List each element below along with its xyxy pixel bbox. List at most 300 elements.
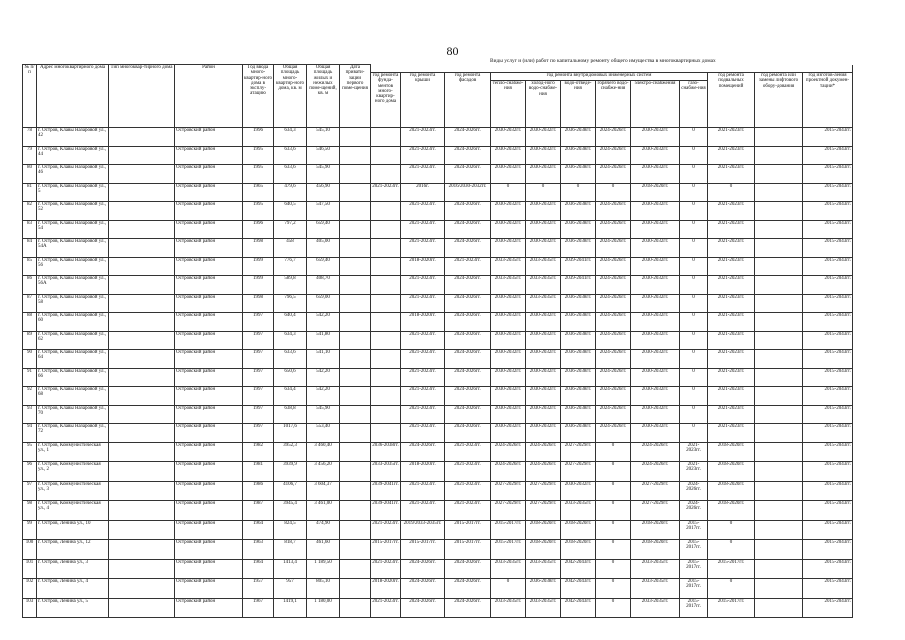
row-total-area: 1017,6 [274,424,307,443]
row-cold-water: 2033-2035гг. [526,276,561,295]
row-year: 1995 [243,165,274,184]
row-electricity: 2030-2032гг. [631,220,680,239]
row-electricity: 2030-2032гг. [631,239,680,258]
row-heating: 2024-2026гг. [491,442,526,462]
row-number: 96 [23,462,37,482]
row-hot-water: 0 [596,462,631,482]
row-address: г. Остров, Ленина ул., 12 [37,540,109,560]
row-cold-water: 2030-2032гг. [526,424,561,443]
row-total-area: 796,5 [274,294,307,313]
row-basement [371,202,401,221]
row-hot-water: 0 [596,481,631,501]
row-year: 1999 [243,276,274,295]
row-cellar: 2021-2023гг. [708,165,755,184]
row-gas: 2015-2017гг. [680,520,708,540]
row-gas: 2024-2026гг. [680,501,708,521]
row-gas: 2024-2026гг. [680,481,708,501]
row-address: г. Остров, Клавы Назаровой ул., 5 [37,183,109,202]
row-address: г. Остров, Клавы Назаровой ул., 56 [37,257,109,276]
row-electricity: 2030-2032гг. [631,202,680,221]
row-electricity: 2033-2035гг. [631,598,680,618]
table-row [23,294,853,313]
row-cellar: 2021-2023гг. [708,257,755,276]
row-gas: 0 [680,146,708,165]
row-facade: 2024-2026гг. [445,387,491,406]
header-total-area: Общая площадь много-квартир-ного дома, кв. м [274,65,307,128]
row-number: 94 [23,424,37,443]
row-residential-area: 545,90 [307,165,340,184]
row-gas: 2015-2017гг. [680,579,708,599]
row-cold-water: 2030-2032гг. [526,202,561,221]
row-heating: 2024-2026гг. [491,462,526,482]
row-elevator [755,294,803,313]
row-sewerage: 2018-2020гг. [561,540,596,560]
row-design-docs: 2015-2043гг. [803,220,853,239]
row-address: г. Остров, Клавы Назаровой ул., 62 [37,331,109,350]
table-row [23,331,853,350]
row-cellar: 2021-2023гг. [708,331,755,350]
row-cellar: 2021-2023гг. [708,313,755,332]
row-total-area: 640,4 [274,313,307,332]
row-hot-water: 2024-2026гг. [596,387,631,406]
row-number: 90 [23,350,37,369]
row-total-area: 3939,9 [274,462,307,482]
row-roof: 2018-2020гг. [401,257,445,276]
row-total-area: 634,3 [274,128,307,147]
table-row [23,146,853,165]
row-elevator [755,276,803,295]
row-address: г. Остров, Ленина ул., 10 [37,520,109,540]
row-elevator [755,368,803,387]
row-year: 1998 [243,294,274,313]
row-district: Островский район [175,405,243,424]
row-cold-water: 2030-2032гг. [526,165,561,184]
row-facade: 2024-2026гг. [445,331,491,350]
row-number: 93 [23,405,37,424]
row-sewerage: 0 [561,183,596,202]
row-facade: 2024-2026гг. [445,579,491,599]
row-gas: 0 [680,350,708,369]
row-facade: 2021-2023гг. [445,442,491,462]
table-row [23,540,853,560]
row-privatization-date [340,165,371,184]
table-row [23,462,853,482]
row-residential-area: 1 180,00 [307,598,340,618]
row-cellar: 2015-2017гг. [708,598,755,618]
row-number: 92 [23,387,37,406]
row-design-docs: 2015-2043гг. [803,165,853,184]
row-cold-water: 2030-2032гг. [526,405,561,424]
row-district: Островский район [175,598,243,618]
row-privatization-date [340,559,371,579]
header-cellar: год ремонта подвальных помещений [708,73,755,128]
row-district: Островский район [175,331,243,350]
row-basement: 2039-2041гг. [371,481,401,501]
row-address: г. Остров, Клавы Назаровой ул., 44 [37,146,109,165]
row-sewerage: 2036-2038гг. [561,294,596,313]
table-row [23,257,853,276]
row-district: Островский район [175,350,243,369]
row-number: 82 [23,202,37,221]
row-gas: 0 [680,368,708,387]
row-cold-water: 2033-2035гг. [526,257,561,276]
row-facade: 2015-2017гг. [445,520,491,540]
row-number: 101 [23,559,37,579]
row-privatization-date [340,481,371,501]
row-hot-water: 2024-2026гг. [596,220,631,239]
row-total-area: 589,8 [274,276,307,295]
row-privatization-date [340,350,371,369]
row-cold-water: 2027-2029гг. [526,501,561,521]
header-basement: год ремонта фунда-ментов много-квартир-ного дома [371,73,401,128]
row-address: г. Остров, Клавы Назаровой ул., 56А [37,276,109,295]
row-privatization-date [340,257,371,276]
row-address: г. Остров, Клавы Назаровой ул., 60 [37,313,109,332]
row-elevator [755,128,803,147]
row-design-docs: 2015-2043гг. [803,368,853,387]
row-roof: 2016г. [401,183,445,202]
row-cold-water: 2030-2032гг. [526,350,561,369]
row-district: Островский район [175,183,243,202]
row-number: 98 [23,501,37,521]
row-gas: 0 [680,257,708,276]
table-row [23,313,853,332]
page-number: 80 [446,44,459,58]
row-total-area: 1419,1 [274,598,307,618]
row-design-docs: 2015-2043гг. [803,540,853,560]
row-total-area: 4106,7 [274,481,307,501]
row-residential-area: 659,00 [307,294,340,313]
row-basement [371,165,401,184]
row-cold-water: 2030-2032гг. [526,313,561,332]
row-type [109,165,175,184]
row-cold-water: 2018-2020гг. [526,520,561,540]
row-total-area: 458 [274,239,307,258]
row-heating: 2027-2029гг. [491,481,526,501]
header-design-docs: год изготов-ления проектной докумен-тации* [803,73,853,128]
row-gas: 0 [680,183,708,202]
row-design-docs: 2015-2043гг. [803,424,853,443]
row-residential-area: 3 456,20 [307,462,340,482]
row-basement [371,405,401,424]
row-elevator [755,220,803,239]
row-privatization-date [340,202,371,221]
row-year: 1996 [243,128,274,147]
row-facade: 2024-2026гг. [445,165,491,184]
row-address: г. Остров, Клавы Назаровой ул., 54А [37,239,109,258]
row-heating: 2030-2032гг. [491,128,526,147]
row-roof: 2021-2023гг. [401,424,445,443]
row-roof: 2021-2023гг. [401,294,445,313]
row-residential-area: 3 461,00 [307,501,340,521]
header-year: Год ввода много-квартир-ного дома в эксплу-атацию [243,65,274,128]
row-residential-area: 541,10 [307,350,340,369]
row-type [109,387,175,406]
row-year: 1995 [243,202,274,221]
row-design-docs: 2015-2043гг. [803,239,853,258]
table-row [23,405,853,424]
header-district: Район [175,65,243,128]
row-roof: 2018-2020гг. [401,462,445,482]
row-roof: 2021-2023гг. [401,387,445,406]
row-heating: 2030-2032гг. [491,331,526,350]
row-cellar: 0 [708,520,755,540]
row-cold-water: 2030-2032гг. [526,368,561,387]
row-residential-area: 3 604,37 [307,481,340,501]
row-electricity: 2018-2020гг. [631,183,680,202]
row-district: Островский район [175,481,243,501]
row-design-docs: 2015-2043гг. [803,276,853,295]
row-year: 1995 [243,146,274,165]
row-basement [371,313,401,332]
row-basement [371,220,401,239]
row-gas: 0 [680,331,708,350]
row-address: г. Остров, Клавы Назаровой ул., 52 [37,202,109,221]
row-address: г. Остров, Клавы Назаровой ул., 46 [37,165,109,184]
row-cellar: 2021-2023гг. [708,202,755,221]
row-year: 1998 [243,239,274,258]
row-address: г. Остров, Клавы Назаровой ул., 42 [37,128,109,147]
row-heating: 2030-2032гг. [491,146,526,165]
row-facade: 2024-2026гг. [445,294,491,313]
row-privatization-date [340,183,371,202]
table-row [23,350,853,369]
row-type [109,481,175,501]
row-heating: 2015-2017гг. [491,540,526,560]
row-type [109,579,175,599]
row-sewerage: 2036-2038гг. [561,368,596,387]
row-cellar: 2021-2023гг. [708,405,755,424]
row-cold-water: 2030-2032гг. [526,331,561,350]
row-design-docs: 2015-2043гг. [803,387,853,406]
row-design-docs: 2015-2043гг. [803,146,853,165]
row-type [109,331,175,350]
row-privatization-date [340,387,371,406]
row-number: 95 [23,442,37,462]
row-electricity: 2033-2035гг. [631,579,680,599]
row-roof: 2021-2023гг. [401,481,445,501]
row-address: г. Остров, Коммунистическая ул., 2 [37,462,109,482]
row-year: 1964 [243,520,274,540]
row-elevator [755,559,803,579]
row-district: Островский район [175,501,243,521]
row-type [109,220,175,239]
row-type [109,294,175,313]
row-year: 1987 [243,501,274,521]
row-electricity: 2030-2032гг. [631,331,680,350]
table-row [23,442,853,462]
row-hot-water: 2024-2026гг. [596,294,631,313]
row-address: г. Остров, Клавы Назаровой ул., 70 [37,405,109,424]
row-design-docs: 2015-2043гг. [803,294,853,313]
row-sewerage: 2036-2038гг. [561,146,596,165]
row-electricity: 2030-2032гг. [631,257,680,276]
row-sewerage: 2027-2029гг. [561,442,596,462]
row-heating: 2033-2035гг. [491,257,526,276]
row-cellar: 2021-2023гг. [708,387,755,406]
row-gas: 0 [680,294,708,313]
row-heating: 2030-2032гг. [491,387,526,406]
row-year: 1997 [243,424,274,443]
row-elevator [755,313,803,332]
row-facade: 2024-2026гг. [445,368,491,387]
row-total-area: 634,4 [274,387,307,406]
row-cellar: 0 [708,540,755,560]
row-privatization-date [340,331,371,350]
row-heating: 0 [491,579,526,599]
row-cellar: 2021-2023гг. [708,276,755,295]
row-electricity: 2027-2029гг. [631,481,680,501]
row-type [109,368,175,387]
row-sewerage: 2036-2038гг. [561,405,596,424]
row-number: 89 [23,331,37,350]
row-total-area: 797,2 [274,220,307,239]
row-district: Островский район [175,540,243,560]
row-design-docs: 2015-2043гг. [803,183,853,202]
header-residential-area: Общая площадь жилых и нежилых поме-щений, кв. м [307,65,340,128]
row-basement [371,276,401,295]
row-electricity: 2030-2032гг. [631,146,680,165]
row-total-area: 633,6 [274,350,307,369]
row-cold-water: 2030-2032гг. [526,387,561,406]
row-electricity: 2018-2020гг. [631,540,680,560]
row-gas: 2015-2017гг. [680,540,708,560]
row-elevator [755,350,803,369]
row-gas: 0 [680,424,708,443]
row-elevator [755,540,803,560]
row-year: 1967 [243,598,274,618]
row-district: Островский район [175,165,243,184]
row-design-docs: 2015-2043гг. [803,598,853,618]
row-type [109,239,175,258]
row-basement: 2039-2041гг. [371,501,401,521]
row-district: Островский район [175,462,243,482]
row-design-docs: 2015-2043гг. [803,520,853,540]
row-design-docs: 2015-2043гг. [803,579,853,599]
row-cold-water: 2018-2020гг. [526,540,561,560]
row-basement [371,424,401,443]
row-heating: 2030-2032гг. [491,239,526,258]
row-privatization-date [340,462,371,482]
row-elevator [755,598,803,618]
row-type [109,276,175,295]
row-gas: 0 [680,239,708,258]
row-heating: 2015-2017гг. [491,520,526,540]
row-hot-water: 2024-2026гг. [596,239,631,258]
row-electricity: 2030-2032гг. [631,405,680,424]
row-basement: 2021-2023гг. [371,598,401,618]
row-hot-water: 2024-2026гг. [596,146,631,165]
row-design-docs: 2015-2043гг. [803,481,853,501]
row-facade: 2021-2023гг. [445,501,491,521]
row-residential-area: 545,10 [307,128,340,147]
row-electricity: 2030-2032гг. [631,424,680,443]
row-sewerage: 2042-2043гг. [561,598,596,618]
row-total-area: 634,3 [274,331,307,350]
row-roof: 2021-2023гг. [401,368,445,387]
row-cold-water: 2030-2032гг. [526,146,561,165]
row-residential-area: 659,40 [307,257,340,276]
row-basement: 2036-2038гг. [371,442,401,462]
row-type [109,559,175,579]
row-heating: 2033-2035гг. [491,276,526,295]
row-hot-water: 0 [596,183,631,202]
row-electricity: 2030-2032гг. [631,294,680,313]
row-roof: 2019/2033-2035гг. [401,520,445,540]
row-sewerage: 2036-2038гг. [561,220,596,239]
row-cellar: 2018-2020гг. [708,442,755,462]
row-elevator [755,442,803,462]
header-roof: год ремонта крыши [401,73,445,128]
row-cold-water: 2033-2035гг. [526,294,561,313]
table-row [23,128,853,147]
row-sewerage: 2033-2035гг. [561,501,596,521]
row-heating: 2030-2032гг. [491,165,526,184]
row-roof: 2021-2023гг. [401,276,445,295]
row-facade: 2024-2026гг. [445,220,491,239]
row-design-docs: 2015-2043гг. [803,405,853,424]
row-roof: 2024-2026гг. [401,559,445,579]
row-basement: 2033-2035гг. [371,462,401,482]
row-year: 1986 [243,481,274,501]
row-roof: 2021-2023гг. [401,165,445,184]
row-cold-water: 2030-2032гг. [526,239,561,258]
row-year: 1997 [243,405,274,424]
row-gas: 0 [680,405,708,424]
row-residential-area: 542,20 [307,368,340,387]
row-type [109,313,175,332]
row-elevator [755,405,803,424]
row-total-area: 1413,4 [274,559,307,579]
row-roof: 2021-2023гг. [401,405,445,424]
header-internal-systems: год ремонта внутридомовых инженерных систем [491,73,708,81]
capital-repair-table [22,64,853,618]
row-heating: 2033-2035гг. [491,598,526,618]
row-roof: 2021-2023гг. [401,239,445,258]
row-heating: 2027-2029гг. [491,501,526,521]
row-privatization-date [340,368,371,387]
row-privatization-date [340,579,371,599]
row-district: Островский район [175,202,243,221]
table-row [23,559,853,579]
row-basement: 2021-2023гг. [371,520,401,540]
row-basement [371,350,401,369]
row-cellar: 2018-2020гг. [708,462,755,482]
row-type [109,350,175,369]
row-basement [371,257,401,276]
row-privatization-date [340,239,371,258]
row-privatization-date [340,540,371,560]
row-district: Островский район [175,239,243,258]
row-district: Островский район [175,257,243,276]
row-address: г. Остров, Клавы Назаровой ул., 54 [37,220,109,239]
table-row [23,501,853,521]
row-type [109,202,175,221]
row-residential-area: 553,40 [307,424,340,443]
row-year: 1964 [243,559,274,579]
row-sewerage: 2036-2038гг. [561,387,596,406]
row-basement: 2018-2020гг. [371,579,401,599]
row-address: г. Остров, Клавы Назаровой ул., 66 [37,368,109,387]
row-cold-water: 2024-2026гг. [526,442,561,462]
row-year: 1997 [243,331,274,350]
row-hot-water: 2024-2026гг. [596,405,631,424]
row-electricity: 2030-2032гг. [631,368,680,387]
row-district: Островский район [175,442,243,462]
table-row [23,239,853,258]
row-design-docs: 2015-2043гг. [803,462,853,482]
row-electricity: 2024-2026гг. [631,462,680,482]
